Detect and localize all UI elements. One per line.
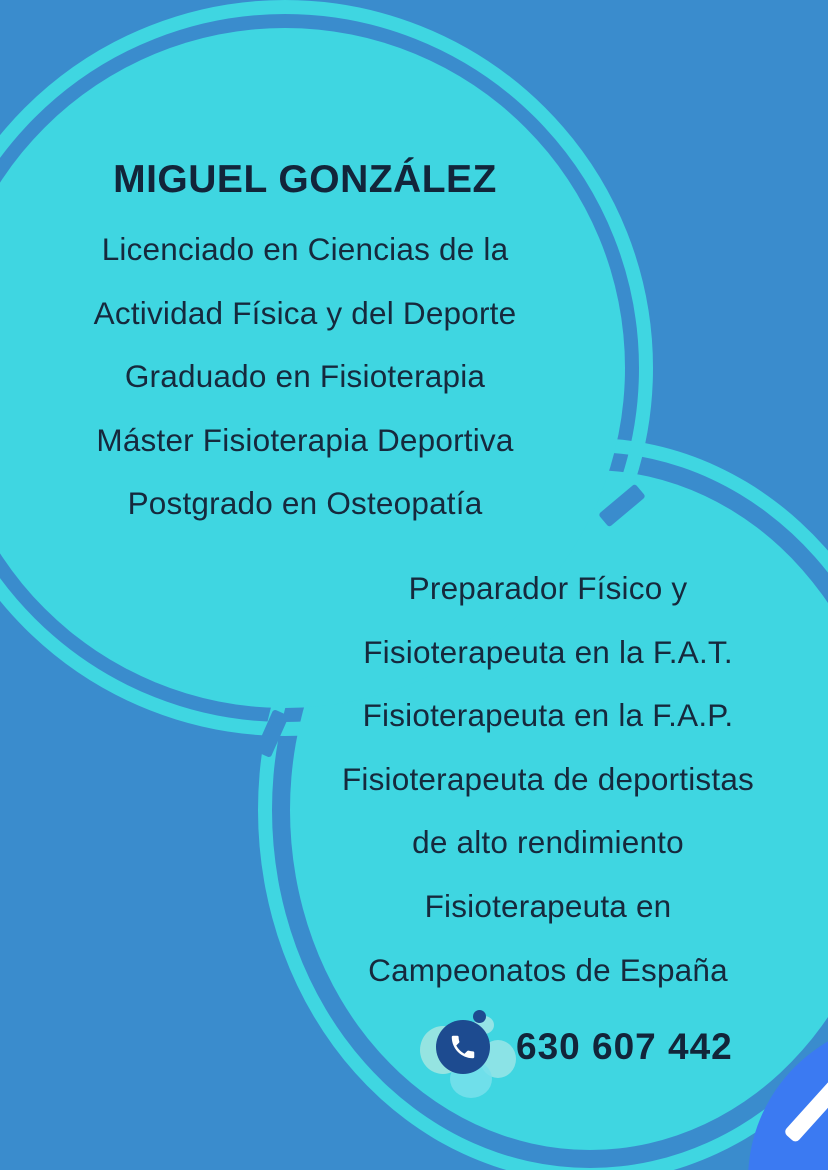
credential-line: Máster Fisioterapia Deportiva	[96, 421, 514, 458]
decor-dot	[473, 1010, 486, 1023]
phone-number: 630 607 442	[516, 1026, 733, 1067]
role-line: Campeonatos de España	[368, 951, 728, 988]
phone-icon	[436, 1020, 490, 1074]
role-line: Fisioterapeuta en	[424, 887, 672, 924]
role-line: Fisioterapeuta en la F.A.T.	[363, 633, 733, 670]
page-title: MIGUEL GONZÁLEZ	[113, 158, 497, 201]
credential-line: Postgrado en Osteopatía	[127, 485, 483, 522]
role-line: de alto rendimiento	[412, 824, 684, 861]
credential-line: Licenciado en Ciencias de la	[101, 231, 509, 267]
credential-line: Actividad Física y del Deporte	[93, 294, 517, 331]
role-line: Preparador Físico y	[408, 570, 688, 606]
roles-list	[248, 557, 828, 1002]
role-line: Fisioterapeuta en la F.A.P.	[362, 697, 734, 734]
credential-line: Graduado en Fisioterapia	[124, 358, 486, 395]
credentials-list	[15, 218, 595, 536]
role-line: Fisioterapeuta de deportistas	[341, 760, 755, 797]
